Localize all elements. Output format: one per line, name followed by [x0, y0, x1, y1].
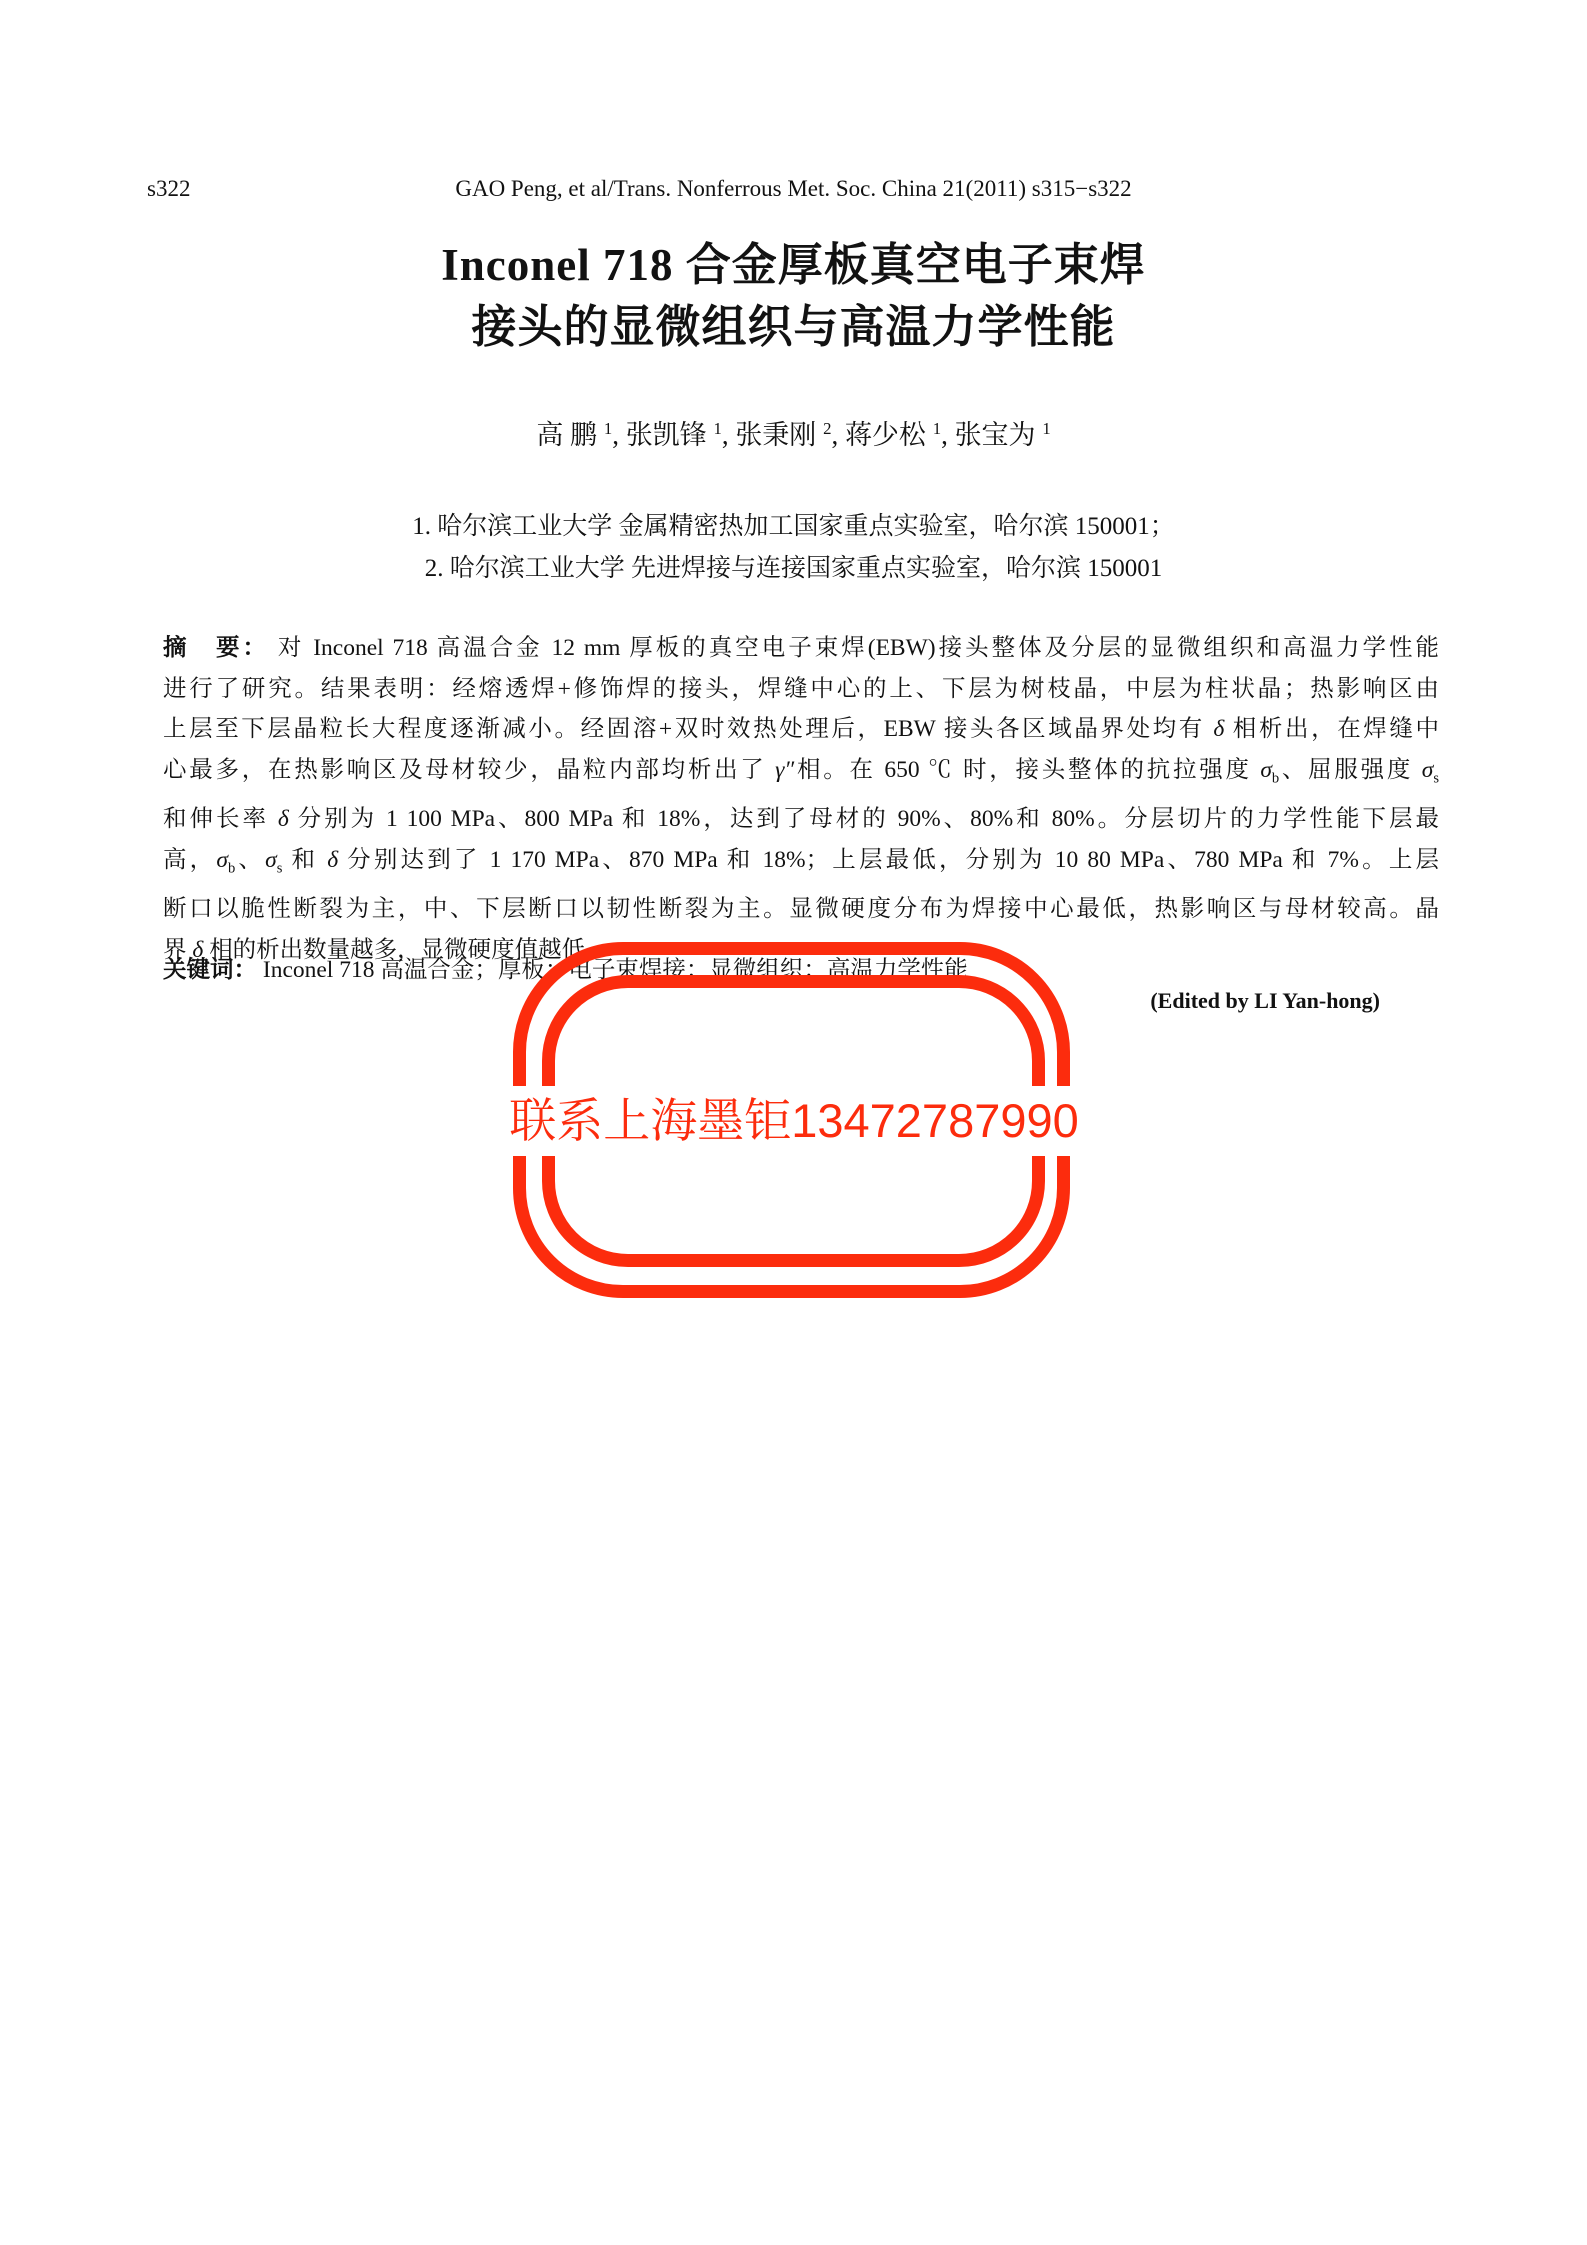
stamp-text: 联系上海墨钜13472787990: [504, 1086, 1084, 1156]
abstract-line: 摘 要： 对 Inconel 718 高温合金 12 mm 厚板的真空电子束焊(EBW)接头整体及分层的显微组织和高温力学性能: [163, 635, 1440, 661]
abstract-line: 和伸长率 δ 分别为 1 100 MPa、800 MPa 和 18%，达到了母材的 90%、80%和 80%。分层切片的力学性能下层最: [163, 806, 1440, 833]
affiliation-2: 2. 哈尔滨工业大学 先进焊接与连接国家重点实验室，哈尔滨 150001: [424, 555, 1163, 582]
abstract-line: 断口以脆性断裂为主，中、下层断口以韧性断裂为主。显微硬度分布为焊接中心最低，热影响区与母材较高。晶: [163, 895, 1439, 922]
article-title-line1: Inconel 718 合金厚板真空电子束焊: [441, 240, 1146, 290]
running-head: GAO Peng, et al/Trans. Nonferrous Met. Soc. China 21(2011) s315−s322: [455, 176, 1132, 201]
abstract-line: 界 δ 相的析出数量越多，显微硬度值越低。: [163, 936, 609, 963]
author-list: 高 鹏 $^1$, 张凯锋 $^1$, 张秉刚 $^2$, 蒋少松 $^1$, 张宝为 $^1$: [536, 419, 1051, 450]
page-number: s322: [147, 176, 191, 201]
article-title: [0, 234, 1587, 358]
abstract-line: 上层至下层晶粒长大程度逐渐减小。经固溶+双时效热处理后，EBW 接头各区域晶界处均有 δ 相析出，在焊缝中: [163, 716, 1440, 743]
page-header: [0, 176, 1587, 202]
abstract-line: 进行了研究。结果表明：经熔透焊+修饰焊的接头，焊缝中心的上、下层为树枝晶，中层为柱状晶；热影响区由: [163, 675, 1439, 702]
keywords-line: 关键词： Inconel 718 高温合金；厚板；电子束焊接；显微组织；高温力学性能: [163, 957, 968, 983]
affiliation-1: 1. 哈尔滨工业大学 金属精密热加工国家重点实验室，哈尔滨 150001；: [412, 513, 1175, 540]
edited-by-note: (Edited by LI Yan-hong): [1150, 988, 1380, 1013]
abstract-text: [163, 628, 1439, 970]
abstract-line: 高，$\sigma_b$、$\sigma_s$ 和 δ 分别达到了 1 170 MPa、870 MPa 和 18%；上层最低，分别为 10 80 MPa、780 MPa 和 7%。上层: [163, 846, 1440, 877]
abstract-line: 心最多，在热影响区及母材较少，晶粒内部均析出了 γ″相。在 650 ℃ 时，接头整体的抗拉强度 $\sigma_b$、屈服强度 $\sigma_s$: [163, 756, 1440, 787]
article-title-line2: 接头的显微组织与高温力学性能: [471, 302, 1116, 352]
